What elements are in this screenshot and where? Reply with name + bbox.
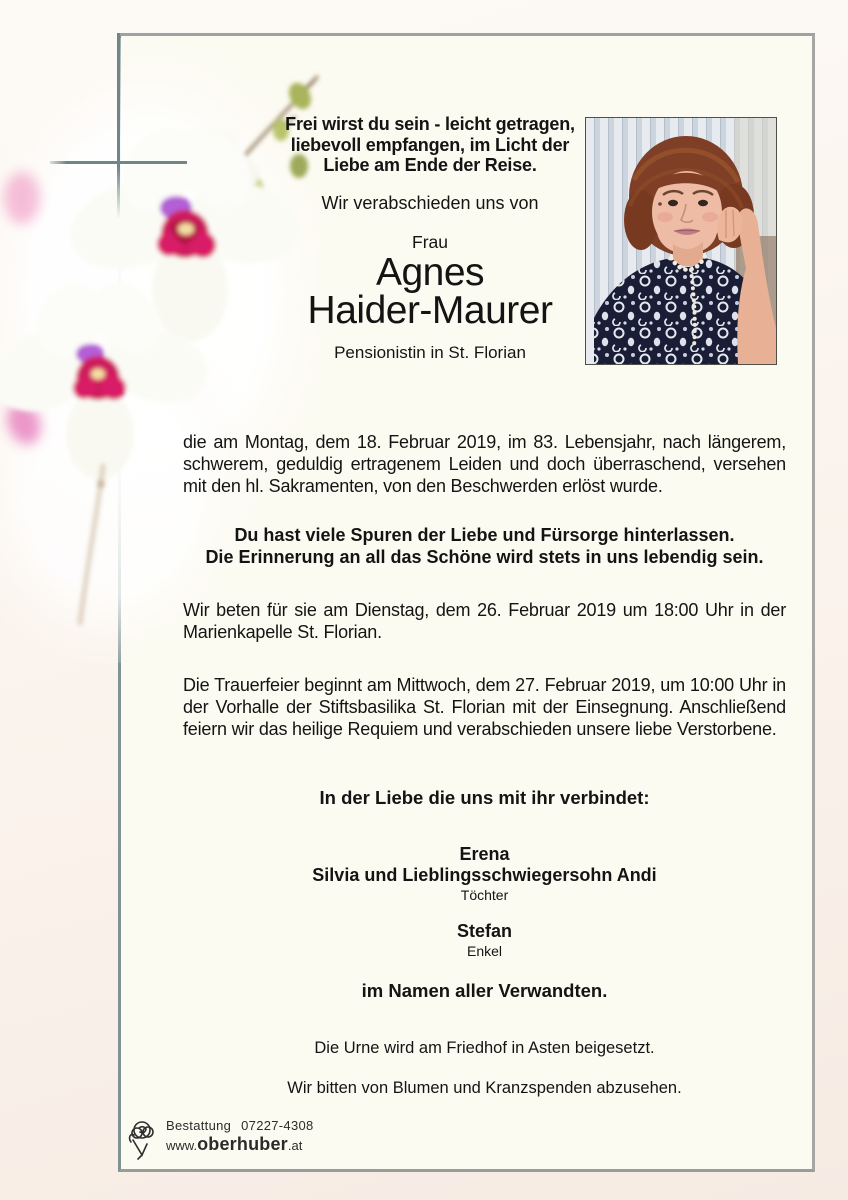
opening-quote-line-3: Liebe am Ende der Reise.: [323, 155, 537, 175]
rose-sketch-icon: [124, 1118, 162, 1160]
mourner-grandson: Stefan: [456, 921, 512, 941]
death-notice-paragraph: die am Montag, dem 18. Februar 2019, im 83. Lebensjahr, nach längerem, schwerem, geduldig ertragenem Leiden und doch überraschend, versehen mit den hl. Sakramenten, von den Beschwerden erlöst wurde.: [183, 432, 786, 496]
flowers-notice: Wir bitten von Blumen und Kranzspenden abzusehen.: [287, 1079, 682, 1097]
funeral-home-label-line: [166, 1118, 314, 1133]
opening-quote: [274, 114, 586, 176]
opening-quote-line-1: Frei wirst du sein - leicht getragen,: [285, 114, 575, 134]
daughters-label: Töchter: [460, 887, 509, 903]
tribute-lines: [183, 524, 786, 568]
mourner-daughter-2: Silvia und Lieblingsschwiegersohn Andi: [312, 865, 657, 885]
closing-line: im Namen aller Verwandten.: [361, 980, 608, 1001]
website-tld: .at: [287, 1138, 303, 1153]
memorial-cross-vertical-line: [117, 33, 120, 219]
deceased-name-line-1: Agnes: [375, 251, 485, 294]
deceased-name: [174, 251, 686, 332]
deceased-name-line-2: Haider-Maurer: [307, 289, 553, 332]
deceased-subtitle: Pensionistin in St. Florian: [334, 343, 526, 362]
farewell-line: Wir verabschieden uns von: [321, 193, 539, 213]
funeral-home-label: Bestattung: [166, 1118, 232, 1133]
tribute-line-2: Die Erinnerung an all das Schöne wird stets in uns lebendig sein.: [205, 547, 764, 567]
salutation: Frau: [412, 232, 448, 252]
tribute-line-1: Du hast viele Spuren der Liebe und Fürsorge hinterlassen.: [234, 525, 735, 545]
website-prefix: www.: [166, 1138, 198, 1153]
opening-quote-line-2: liebevoll empfangen, im Licht der: [290, 134, 570, 155]
memorial-cross-horizontal-line: [50, 161, 187, 164]
mourner-daughter-1: Erena: [459, 844, 510, 864]
bond-line: In der Liebe die uns mit ihr verbindet:: [319, 787, 650, 808]
funeral-notice-paragraph: Die Trauerfeier beginnt am Mittwoch, dem 27. Februar 2019, um 10:00 Uhr in der Vorhalle der Stiftsbasilika St. Florian mit der Einsegnung. Anschließend feiern wir das heilige Requiem und verabschieden unsere liebe Verstorbene.: [183, 675, 786, 739]
website-name: oberhuber: [197, 1134, 288, 1154]
funeral-home-phone: 07227-4308: [241, 1118, 314, 1133]
funeral-home-logo: [124, 1118, 314, 1160]
urn-notice: Die Urne wird am Friedhof in Asten beigesetzt.: [314, 1039, 655, 1057]
grandson-label: Enkel: [466, 943, 503, 959]
prayer-notice-paragraph: Wir beten für sie am Dienstag, dem 26. Februar 2019 um 18:00 Uhr in der Marienkapelle St. Florian.: [183, 600, 786, 642]
funeral-home-website: [166, 1134, 314, 1155]
